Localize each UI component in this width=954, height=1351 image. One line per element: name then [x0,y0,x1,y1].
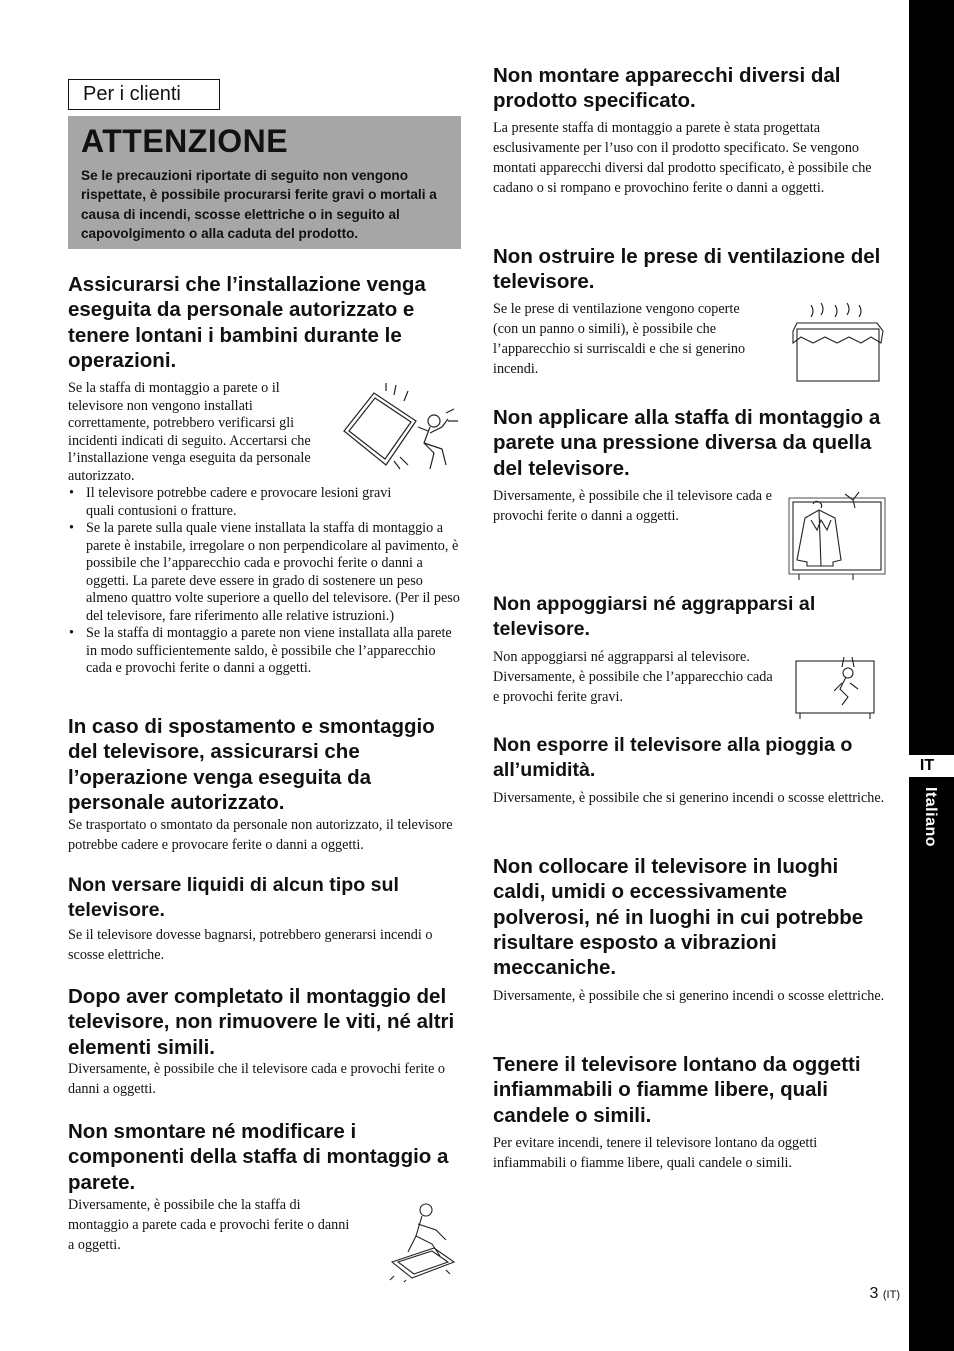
paragraph-no-rain: Diversamente, è possibile che si generino incendi o scosse elettriche. [493,790,885,806]
paragraph-ventilation: Se le prese di ventilazione vengono coperte (con un panno o simili), è possibile che l’apparecchio si surriscaldi e che si generino incendi. [493,301,746,377]
heading-no-leaning: Non appoggiarsi né aggrapparsi al televisore. [493,593,816,641]
heading-no-hot-humid: Non collocare il televisore in luoghi caldi, umidi o eccessivamente polverosi, né in luoghi in cui potrebbe risultare esposto a vibrazioni meccaniche. [493,855,864,980]
warning-text: Se le precauzioni riportate di seguito non vengono rispettate, è possibile procurarsi ferite gravi o mortali a causa di incendi, scosse elettriche o in seguito al capovolgimento o alla caduta del prodotto. [81,168,437,242]
heading-ventilation: Non ostruire le prese di ventilazione del televisore. [493,245,881,294]
page-number [820,1285,900,1303]
heading-no-flames: Tenere il televisore lontano da oggetti infiammabili o fiamme libere, quali candele o simili. [493,1053,861,1127]
heading-moving-tv: In caso di spostamento e smontaggio del televisore, assicurarsi che l’operazione venga eseguita da personale autorizzato. [68,715,435,814]
heading-authorized-install: Assicurarsi che l’installazione venga eseguita da personale autorizzato e tenere lontani i bambini durante le operazioni. [68,273,426,372]
paragraph-no-hot-humid: Diversamente, è possibile che si generino incendi o scosse elettriche. [493,988,885,1004]
heading-no-rain: Non esporre il televisore alla pioggia o all’umidità. [493,734,853,782]
warning-box [68,116,461,249]
heading-no-disassemble: Non smontare né modificare i componenti della staffa di montaggio a parete. [68,1120,449,1194]
heading-no-extra-pressure: Non applicare alla staffa di montaggio a parete una pressione diversa da quella del televisore. [493,406,881,480]
covered-vents-illustration [785,303,885,385]
language-label: Italiano [922,787,939,848]
heading-only-specified-product: Non montare apparecchi diversi dal prodotto specificato. [493,64,841,113]
heading-no-liquids: Non versare liquidi di alcun tipo sul televisore. [68,874,399,922]
falling-tv-illustration [334,383,464,473]
paragraph-no-disassemble: Diversamente, è possibile che la staffa di montaggio a parete cada e provochi ferite o danni a oggetti. [68,1197,350,1253]
bullet-item: • Se la staffa di montaggio a parete non viene installata alla parete in modo sufficientemente saldo, è possibile che l’apparecchio cada e provochi ferite o danni a oggetti. [68,625,463,678]
hanging-coat-illustration [783,490,885,580]
page-number-value: 3 [869,1285,879,1302]
heading-no-remove-screws: Dopo aver completato il montaggio del televisore, non rimuovere le viti, né altri elementi simili. [68,985,455,1059]
paragraph-authorized-install: Se la staffa di montaggio a parete o il televisore non vengono installati correttamente, potrebbero verificarsi gli incidenti indicati di seguito. Accertarsi che l’installazione venga eseguita da personale autorizzato. [68,380,311,484]
paragraph-no-flames: Per evitare incendi, tenere il televisore lontano da oggetti infiammabili o fiamme libere, quali candele o simili. [493,1135,818,1171]
paragraph-no-leaning: Non appoggiarsi né aggrapparsi al televisore. Diversamente, è possibile che l’apparecchio cada e provochi ferite gravi. [493,649,773,705]
warning-title: ATTENZIONE [81,123,289,159]
language-code-tab: IT [909,755,954,777]
paragraph-no-liquids: Se il televisore dovesse bagnarsi, potrebbero generarsi incendi o scosse elettriche. [68,927,433,963]
page-number-suffix: (IT) [882,1289,900,1301]
customer-label: Per i clienti [83,83,181,105]
language-sidebar [909,0,954,1351]
paragraph-no-extra-pressure: Diversamente, è possibile che il televisore cada e provochi ferite o danni a oggetti. [493,488,772,524]
disassembly-illustration [388,1200,460,1282]
child-hanging-illustration [790,653,880,719]
paragraph-no-remove-screws: Diversamente, è possibile che il televisore cada e provochi ferite o danni a oggetti. [68,1061,446,1097]
paragraph-only-specified-product: La presente staffa di montaggio a parete è stata progettata esclusivamente per l’uso con il prodotto specificato. Se vengono montati apparecchi diversi dal prodotto specificato, è possibile che cadano o si rompano e provochino ferite o danni a oggetti. [493,120,872,196]
paragraph-moving-tv: Se trasportato o smontato da personale non autorizzato, il televisore potrebbe cadere e provocare ferite o danni a oggetti. [68,817,453,853]
customer-label-box [68,79,220,110]
bullet-item: • Il televisore potrebbe cadere e provocare lesioni gravi quali contusioni o fratture. [68,485,463,520]
bullet-item: • Se la parete sulla quale viene installata la staffa di montaggio a parete è instabile, irregolare o non perpendicolare al pavimento, è possibile che l’apparecchio cada e provochi ferite o danni a oggetti. La parete deve essere in grado di sostenere un peso almeno quattro volte superiore a quello del televisore. (Per il peso del televisore, fare riferimento alle relative istruzioni.) [68,520,463,625]
bullet-list-install [68,485,463,678]
